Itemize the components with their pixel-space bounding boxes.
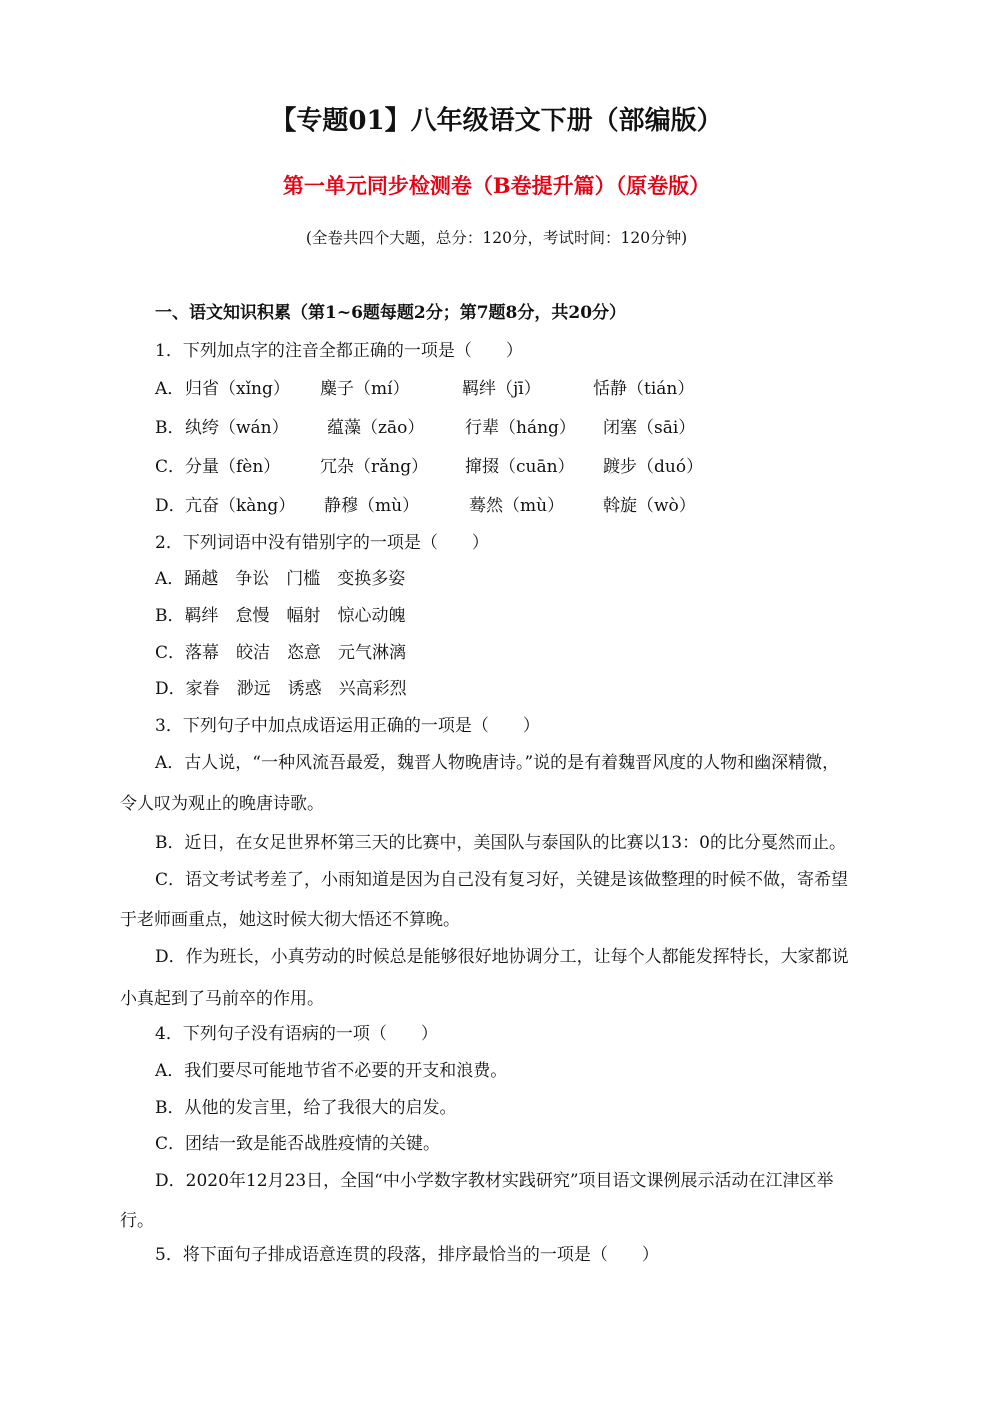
question-2-option-d: D．家眷 渺远 诱惑 兴高彩烈 <box>155 679 407 699</box>
section-heading: 一、语文知识积累（第1~6题每题2分；第7题8分，共20分） <box>155 303 627 323</box>
option-item: 踱步（duó） <box>603 457 704 477</box>
option-item: 行辈（háng） <box>465 418 576 438</box>
option-item: 恬静（tián） <box>593 379 695 399</box>
question-4-option-b: B．从他的发言里，给了我很大的启发。 <box>155 1098 457 1118</box>
question-4-option-c: C．团结一致是能否战胜疫情的关键。 <box>155 1134 441 1154</box>
question-3-option-d-line2: 小真起到了马前卒的作用。 <box>120 989 324 1009</box>
question-4-option-d-line2: 行。 <box>120 1211 154 1231</box>
exam-info-note: (全卷共四个大题，总分：120分，考试时间：120分钟) <box>305 229 688 247</box>
option-item: 纨绔（wán） <box>185 418 289 438</box>
option-label: B． <box>155 418 185 438</box>
question-3-option-a-line1: A．古人说，“一种风流吾最爱，魏晋人物晚唐诗。”说的是有着魏晋风度的人物和幽深精微， <box>155 753 840 773</box>
question-2-option-b: B．羁绊 怠慢 幅射 惊心动魄 <box>155 606 406 626</box>
option-label: A． <box>155 379 185 399</box>
option-label: C． <box>155 457 186 477</box>
option-item: 麋子（mí） <box>320 379 410 399</box>
question-3-option-c-line1: C．语文考试考差了，小雨知道是因为自己没有复习好，关键是该做整理的时候不做，寄希望 <box>155 870 849 890</box>
document-title: 【专题01】八年级语文下册（部编版） <box>270 106 723 136</box>
option-item: 亢奋（kàng） <box>185 496 296 516</box>
option-item: 闭塞（sāi） <box>603 418 696 438</box>
option-item: 蓦然（mù） <box>469 496 565 516</box>
question-2-stem: 2．下列词语中没有错别字的一项是（ ） <box>155 533 489 553</box>
question-5-stem: 5．将下面句子排成语意连贯的段落，排序最恰当的一项是（ ） <box>155 1245 659 1265</box>
question-3-option-b: B．近日，在女足世界杯第三天的比赛中，美国队与泰国队的比赛以13：0的比分戛然而止。 <box>155 833 846 853</box>
option-item: 分量（fèn） <box>185 457 281 477</box>
option-item: 斡旋（wò） <box>603 496 696 516</box>
option-item: 静穆（mù） <box>324 496 420 516</box>
option-item: 羁绊（jī） <box>462 379 541 399</box>
question-3-stem: 3．下列句子中加点成语运用正确的一项是（ ） <box>155 716 540 736</box>
option-item: 蕴藻（zāo） <box>327 418 425 438</box>
option-label: D． <box>155 496 186 516</box>
question-3-option-c-line2: 于老师画重点，她这时候大彻大悟还不算晚。 <box>120 910 460 930</box>
question-4-stem: 4．下列句子没有语病的一项（ ） <box>155 1024 438 1044</box>
question-4-option-a: A．我们要尽可能地节省不必要的开支和浪费。 <box>155 1061 508 1081</box>
option-item: 冗杂（rǎng） <box>320 457 429 477</box>
question-2-option-c: C．落幕 皎洁 恣意 元气淋漓 <box>155 643 407 663</box>
question-4-option-d-line1: D．2020年12月23日，全国“中小学数字教材实践研究”项目语文课例展示活动在江津区举 <box>155 1171 834 1191</box>
question-2-option-a: A．踊越 争讼 门槛 变换多姿 <box>155 569 406 589</box>
option-item: 撺掇（cuān） <box>465 457 575 477</box>
document-subtitle: 第一单元同步检测卷（B卷提升篇）（原卷版） <box>282 173 711 198</box>
question-3-option-a-line2: 令人叹为观止的晚唐诗歌。 <box>120 794 324 814</box>
question-1-stem: 1．下列加点字的注音全都正确的一项是（ ） <box>155 341 523 361</box>
question-3-option-d-line1: D．作为班长，小真劳动的时候总是能够很好地协调分工，让每个人都能发挥特长，大家都说 <box>155 947 849 967</box>
option-item: 归省（xǐng） <box>185 379 290 399</box>
